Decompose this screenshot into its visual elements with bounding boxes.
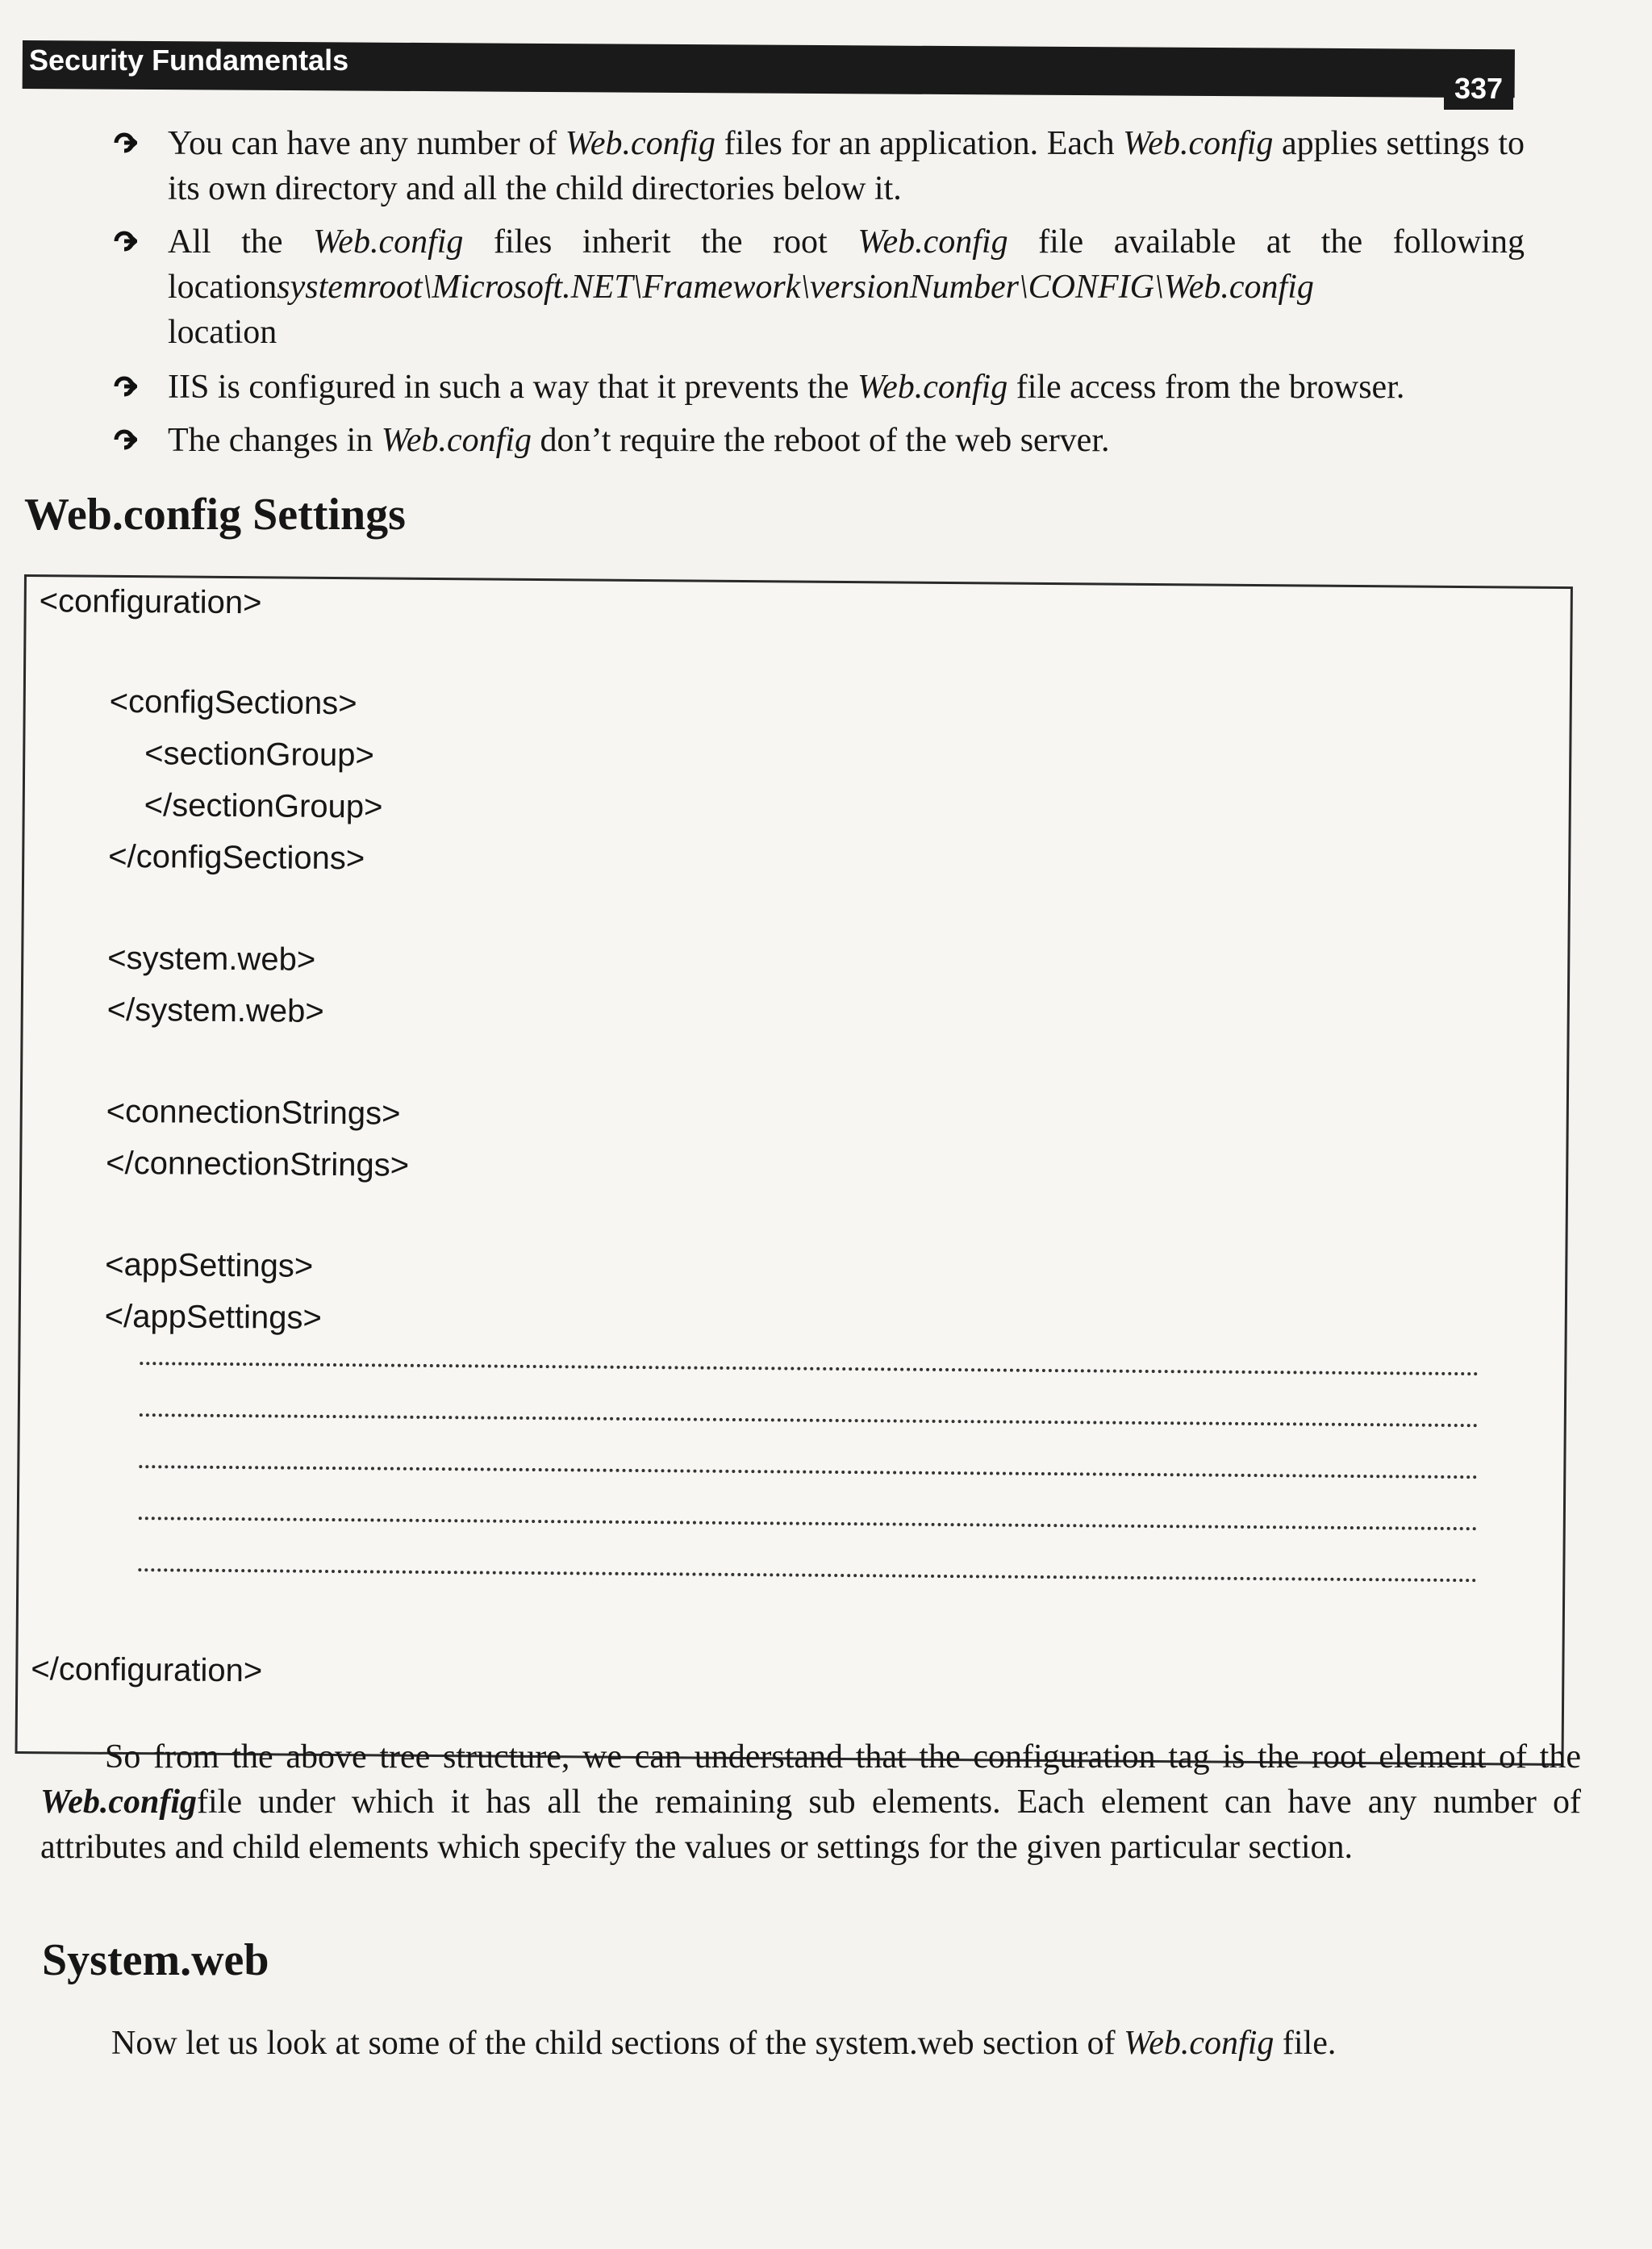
running-header: Security Fundamentals xyxy=(29,44,349,77)
dotted-line xyxy=(138,1563,1477,1582)
code-line: </configSections> xyxy=(108,838,365,877)
dotted-line xyxy=(140,1357,1479,1375)
bullet-item-1: You can have any number of Web.config files for an application. Each Web.config applies settings to its own directory and all the child directories below it. xyxy=(113,121,1525,211)
right-arrow-circle-icon xyxy=(113,132,137,153)
code-line: </configuration> xyxy=(31,1651,263,1689)
bullet-item-4: The changes in Web.config don’t require the reboot of the web server. xyxy=(113,418,1525,463)
dotted-line xyxy=(140,1408,1479,1427)
code-line: <appSettings> xyxy=(105,1246,314,1284)
page-number: 337 xyxy=(1444,68,1513,110)
bullet-item-2: All the Web.config files inherit the root Web.config file available at the following locationsystemroot\Microsoft.NET\Framework\versionNumber\CONFIG\Web.config location xyxy=(113,219,1525,355)
code-line: <sectionGroup> xyxy=(144,736,375,774)
bullet-list xyxy=(113,121,1525,471)
code-line: <configuration> xyxy=(39,583,262,621)
section-title-system-web: System.web xyxy=(42,1935,269,1985)
code-line: </sectionGroup> xyxy=(144,787,383,825)
code-box xyxy=(15,574,1573,1766)
dotted-line xyxy=(139,1460,1478,1479)
bullet-item-3: IIS is configured in such a way that it prevents the Web.config file access from the browser. xyxy=(113,365,1525,410)
body-paragraph: So from the above tree structure, we can understand that the configuration tag is the root element of the Web.configfile under which it has all the remaining sub elements. Each element can have any number of attributes and child elements which specify the values or settings for the given particular section. xyxy=(40,1738,1581,1866)
section-title-webconfig-settings: Web.config Settings xyxy=(24,490,406,540)
code-line: <configSections> xyxy=(109,683,357,722)
right-arrow-circle-icon xyxy=(113,231,137,252)
code-line: </system.web> xyxy=(106,991,324,1029)
code-line: <connectionStrings> xyxy=(106,1093,401,1132)
code-line: </appSettings> xyxy=(104,1298,323,1336)
right-arrow-circle-icon xyxy=(113,429,137,450)
dotted-line xyxy=(139,1512,1478,1530)
code-line: </connectionStrings> xyxy=(106,1145,410,1183)
body-paragraph-2: Now let us look at some of the child sections of the system.web section of Web.config file. xyxy=(111,2025,1337,2062)
code-line: <system.web> xyxy=(107,940,316,978)
right-arrow-circle-icon xyxy=(113,376,137,397)
